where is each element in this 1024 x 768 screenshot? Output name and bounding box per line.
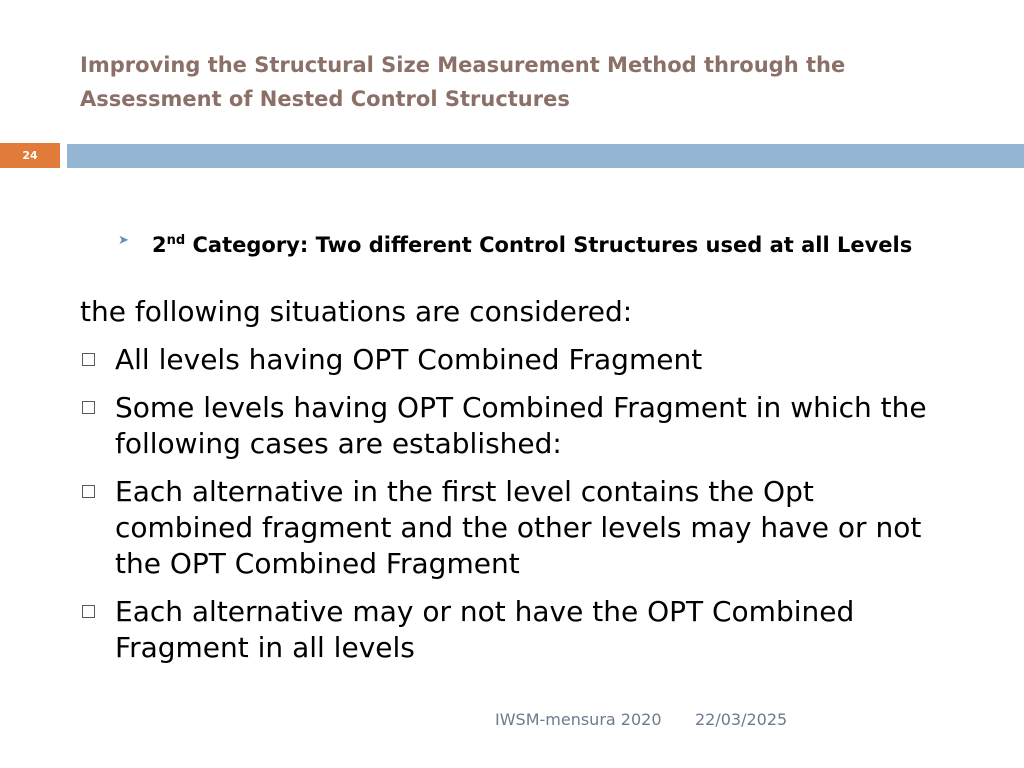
category-ordinal-suffix: nd [166, 233, 186, 248]
list-item [80, 474, 960, 582]
slide-number: 24 [22, 149, 38, 162]
lead-text: the following situations are considered: [80, 295, 633, 328]
footer-date: 22/03/2025 [695, 710, 788, 729]
category-heading [118, 226, 928, 260]
list-item-text: All levels having OPT Combined Fragment [115, 343, 703, 376]
category-label: Category: Two different Control Structures used at all Levels [185, 233, 913, 257]
square-bullet-icon [82, 401, 95, 414]
slide-number-badge [0, 143, 60, 168]
square-bullet-icon [82, 605, 95, 618]
arrow-bullet-icon: ➤ [118, 233, 129, 248]
category-number: 2 [152, 233, 167, 257]
square-bullet-icon [82, 485, 95, 498]
list-item-text: Some levels having OPT Combined Fragment in which the following cases are established: [115, 391, 927, 460]
list-item [80, 342, 960, 378]
list-item-text: Each alternative in the first level contains the Opt combined fragment and the other levels may have or not the OPT Combined Fragment [115, 475, 922, 580]
category-heading-text [152, 226, 928, 260]
title-divider-bar [67, 144, 1024, 168]
list-item [80, 594, 960, 666]
situation-list [80, 342, 960, 678]
footer-conference: IWSM-mensura 2020 [495, 710, 662, 729]
list-item [80, 390, 960, 462]
slide-title: Improving the Structural Size Measurement Method through the Assessment of Nested Control Structures [80, 53, 846, 111]
list-item-text: Each alternative may or not have the OPT Combined Fragment in all levels [115, 595, 855, 664]
square-bullet-icon [82, 353, 95, 366]
